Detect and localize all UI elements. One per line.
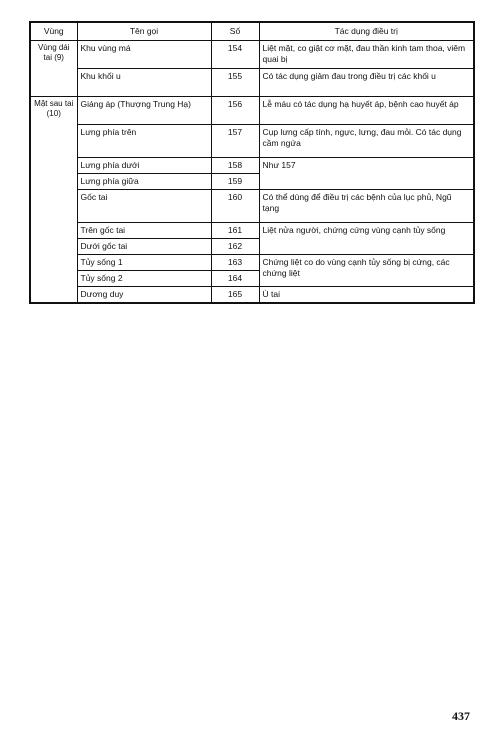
header-effect: Tác dụng điều trị xyxy=(259,22,474,41)
region-cell: Mặt sau tai (10) xyxy=(30,97,77,304)
acupoint-table xyxy=(29,21,475,304)
table-row xyxy=(30,158,474,174)
name-cell: Tủy sống 1 xyxy=(77,255,211,271)
number-cell: 159 xyxy=(211,174,259,190)
header-number: Số xyxy=(211,22,259,41)
name-cell: Khu khối u xyxy=(77,69,211,97)
name-cell: Gốc tai xyxy=(77,190,211,223)
name-cell: Giáng áp (Thượng Trung Hạ) xyxy=(77,97,211,125)
number-cell: 156 xyxy=(211,97,259,125)
effect-cell: Liệt nửa người, chứng cứng vùng cạnh tủy sống xyxy=(259,223,474,255)
effect-cell: Như 157 xyxy=(259,158,474,190)
table-header-row xyxy=(30,22,474,41)
effect-cell: Chứng liệt co do vùng cạnh tủy sống bị cứng, các chứng liệt xyxy=(259,255,474,287)
header-region: Vùng xyxy=(30,22,77,41)
table-row xyxy=(30,255,474,271)
page-number: 437 xyxy=(452,709,470,723)
table-row xyxy=(30,69,474,97)
effect-cell: Cụp lưng cấp tính, ngực, lưng, đau mỏi. Có tác dụng cầm ngứa xyxy=(259,125,474,158)
effect-cell: Có thể dùng để điều trị các bệnh của lục phủ, Ngũ tạng xyxy=(259,190,474,223)
name-cell: Tủy sống 2 xyxy=(77,271,211,287)
header-name: Tên gọi xyxy=(77,22,211,41)
table-row xyxy=(30,287,474,304)
table-row xyxy=(30,190,474,223)
table-row xyxy=(30,97,474,125)
name-cell: Trên gốc tai xyxy=(77,223,211,239)
number-cell: 157 xyxy=(211,125,259,158)
region-cell: Vùng dái tai (9) xyxy=(30,41,77,97)
number-cell: 165 xyxy=(211,287,259,304)
number-cell: 161 xyxy=(211,223,259,239)
effect-cell: Có tác dụng giảm đau trong điều trị các khối u xyxy=(259,69,474,97)
number-cell: 160 xyxy=(211,190,259,223)
effect-cell: Lễ máu có tác dụng hạ huyết áp, bệnh cao huyết áp xyxy=(259,97,474,125)
table-row xyxy=(30,41,474,69)
number-cell: 163 xyxy=(211,255,259,271)
name-cell: Lưng phía trên xyxy=(77,125,211,158)
number-cell: 158 xyxy=(211,158,259,174)
effect-cell: Ù tai xyxy=(259,287,474,304)
name-cell: Dưới gốc tai xyxy=(77,239,211,255)
name-cell: Khu vùng má xyxy=(77,41,211,69)
effect-cell: Liệt mặt, co giật cơ mặt, đau thần kinh tam thoa, viêm quai bị xyxy=(259,41,474,69)
number-cell: 155 xyxy=(211,69,259,97)
number-cell: 154 xyxy=(211,41,259,69)
table-row xyxy=(30,125,474,158)
number-cell: 162 xyxy=(211,239,259,255)
name-cell: Lưng phía dưới xyxy=(77,158,211,174)
name-cell: Lưng phía giữa xyxy=(77,174,211,190)
number-cell: 164 xyxy=(211,271,259,287)
table-row xyxy=(30,223,474,239)
name-cell: Dương duy xyxy=(77,287,211,304)
